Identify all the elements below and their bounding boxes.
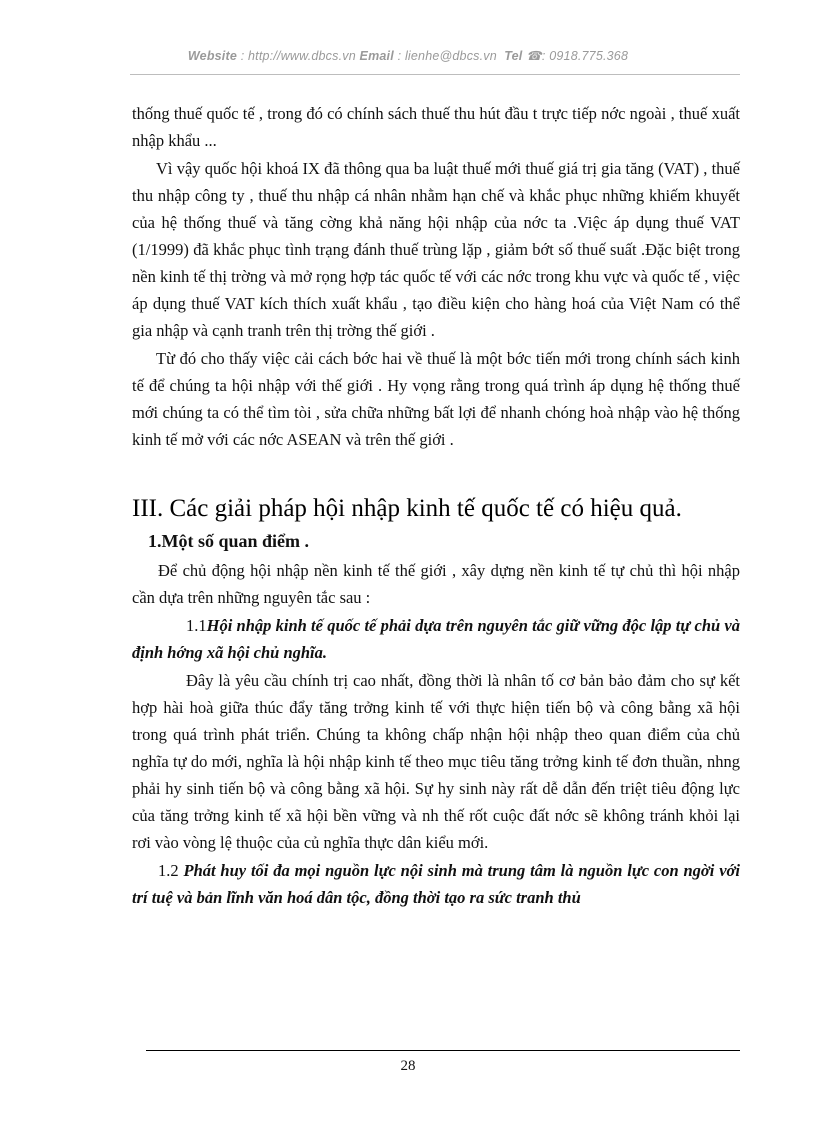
item-1-title: Hội nhập kinh tế quốc tế phải dựa trên nguyên tắc giữ vững độc lập tự chủ và định hớng xã hội chủ nghĩa. <box>132 616 740 662</box>
item-1-number: 1.1 <box>186 616 207 635</box>
page-body <box>132 100 740 911</box>
tel-label: Tel <box>504 49 523 63</box>
website-label: Website <box>187 49 237 63</box>
website-value: : http://www.dbcs.vn <box>240 49 356 63</box>
header-divider <box>130 74 740 75</box>
email-label: Email <box>359 49 394 63</box>
item-2 <box>132 857 740 911</box>
email-value: : lienhe@dbcs.vn <box>397 49 497 63</box>
page-header <box>0 48 816 63</box>
paragraph-2: Vì vậy quốc hội khoá IX đã thông qua ba luật thuế mới thuế giá trị gia tăng (VAT) , thuế thu nhập công ty , thuế thu nhập cá nhân nhằm hạn chế và khắc phục những khiếm khuyết của hệ thống thuế và tăng cờng khả năng hội nhập của nớc ta .Việc áp dụng thuế VAT (1/1999) đã khắc phục tình trạng đánh thuế trùng lặp , giảm bớt số thuế suất .Đặc biệt trong nền kinh tế thị trờng và mở rọng hợp tác quốc tế với các nớc trong khu vực và quốc tế , việc áp dụng thuế VAT kích thích xuất khẩu , tạo điều kiện cho hàng hoá của Việt Nam có thể gia nhập và cạnh tranh trên thị trờng thế giới . <box>132 159 740 340</box>
tel-value: ☎: 0918.775.368 <box>526 49 629 63</box>
sub-heading: 1.Một số quan điểm . <box>148 531 310 551</box>
paragraph-3: Từ đó cho thấy việc cải cách bớc hai về thuế là một bớc tiến mới trong chính sách kinh tế để chúng ta hội nhập với thế giới . Hy vọng rằng trong quá trình áp dụng hệ thống thuế mới chúng ta có thể tìm tòi , sửa chữa những bất lợi để nhanh chóng hoà nhập vào hệ thống kinh tế mở với các nớc ASEAN và trên thế giới . <box>132 349 740 449</box>
item-1 <box>132 612 740 666</box>
section-heading: III. Các giải pháp hội nhập kinh tế quốc tế có hiệu quả. <box>132 495 682 522</box>
item-2-title: Phát huy tối đa mọi nguồn lực nội sinh mà trung tâm là nguồn lực con ngời với trí tuệ và bản lĩnh văn hoá dân tộc, đồng thời tạo ra sức tranh thủ <box>132 861 740 907</box>
paragraph-5: Đây là yêu cầu chính trị cao nhất, đồng thời là nhân tố cơ bản bảo đảm cho sự kết hợp hài hoà giữa thúc đẩy tăng trởng kinh tế với thực hiện tiến bộ và công bằng xã hội trong quá trình phát triển. Chúng ta không chấp nhận hội nhập theo quan điểm của chủ nghĩa tự do mới, nghĩa là hội nhập kinh tế theo mục tiêu tăng trởng kinh tế đơn thuần, nhng phải hy sinh tiến bộ và công bằng xã hội. Sự hy sinh này rất dễ dẫn đến triệt tiêu động lực của tăng trởng kinh tế xã hội bền vững và nh thế rốt cuộc đất nớc sẽ không tránh khỏi lại rơi vào vòng lệ thuộc của củ nghĩa thực dân kiểu mới. <box>132 671 740 852</box>
item-2-number: 1.2 <box>158 861 179 880</box>
page-number: 28 <box>400 1058 416 1074</box>
footer-divider <box>146 1050 740 1051</box>
paragraph-4: Để chủ động hội nhập nền kinh tế thế giới , xây dựng nền kinh tế tự chủ thì hội nhập cần dựa trên những nguyên tắc sau : <box>132 561 740 607</box>
paragraph-1: thống thuế quốc tế , trong đó có chính sách thuế thu hút đầu t trực tiếp nớc ngoài , thuế xuất nhập khẩu ... <box>132 104 740 150</box>
